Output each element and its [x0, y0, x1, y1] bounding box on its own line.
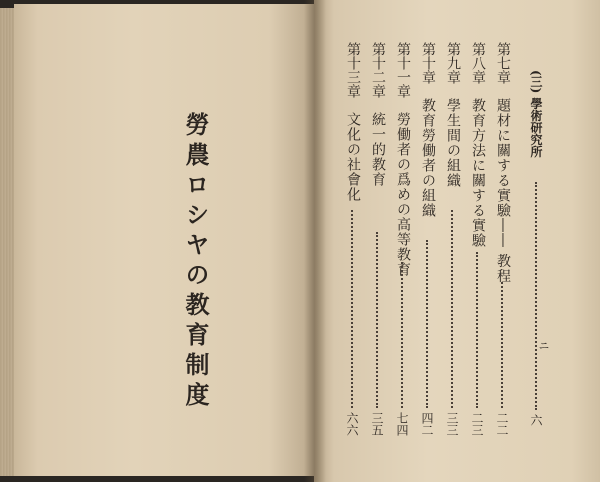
toc-leader-dots	[401, 262, 403, 408]
toc-leader-dots	[501, 282, 503, 408]
toc-title: 勞働者の爲めの高等教育	[395, 112, 411, 277]
toc-title: 教育勞働者の組織	[420, 98, 436, 218]
toc-chapter: 第十二章	[370, 42, 386, 98]
left-page	[14, 4, 314, 476]
toc-title: 題材に關する實驗―― 教程	[495, 98, 511, 284]
toc-leader-dots	[351, 210, 353, 408]
toc-page-number: 七四	[395, 412, 409, 436]
section-page-number: 六	[529, 414, 543, 426]
toc-chapter: 第九章	[445, 42, 461, 84]
toc-title: 文化の社會化	[345, 112, 361, 202]
toc-title: 統一的教育	[370, 112, 386, 187]
toc-chapter: 第八章	[470, 42, 486, 84]
toc-entry	[468, 42, 488, 248]
toc-title: 學生間の組織	[445, 98, 461, 188]
toc-chapter: 第十三章	[345, 42, 361, 98]
folio-number: ニ	[537, 340, 550, 351]
book-gutter	[304, 0, 326, 482]
toc-entry	[493, 42, 513, 283]
toc-page-number: 六六	[345, 412, 359, 436]
toc-leader-dots	[426, 240, 428, 408]
toc-entry	[443, 42, 463, 188]
toc-entry	[368, 42, 388, 187]
toc-leader-dots	[476, 252, 478, 408]
book-title: 勞農ロシヤの教育制度	[181, 112, 210, 412]
toc-entry	[393, 42, 413, 277]
toc-page-number: 二二	[495, 412, 509, 436]
section-leader-dots	[535, 182, 537, 410]
toc-page-number: 三五	[370, 412, 384, 436]
toc-entry	[343, 42, 363, 202]
toc-title: 教育方法に關する實驗	[470, 98, 486, 248]
section-heading: (三) 學術研究所	[529, 70, 543, 158]
toc-chapter: 第十一章	[395, 42, 411, 98]
toc-page-number: 三三	[445, 412, 459, 436]
toc-chapter: 第十章	[420, 42, 436, 84]
toc-entry	[418, 42, 438, 218]
toc-chapter: 第七章	[495, 42, 511, 84]
toc-leader-dots	[376, 232, 378, 408]
toc-leader-dots	[451, 210, 453, 408]
toc-page-number: 二三	[470, 412, 484, 436]
toc-page-number: 四二	[420, 412, 434, 436]
